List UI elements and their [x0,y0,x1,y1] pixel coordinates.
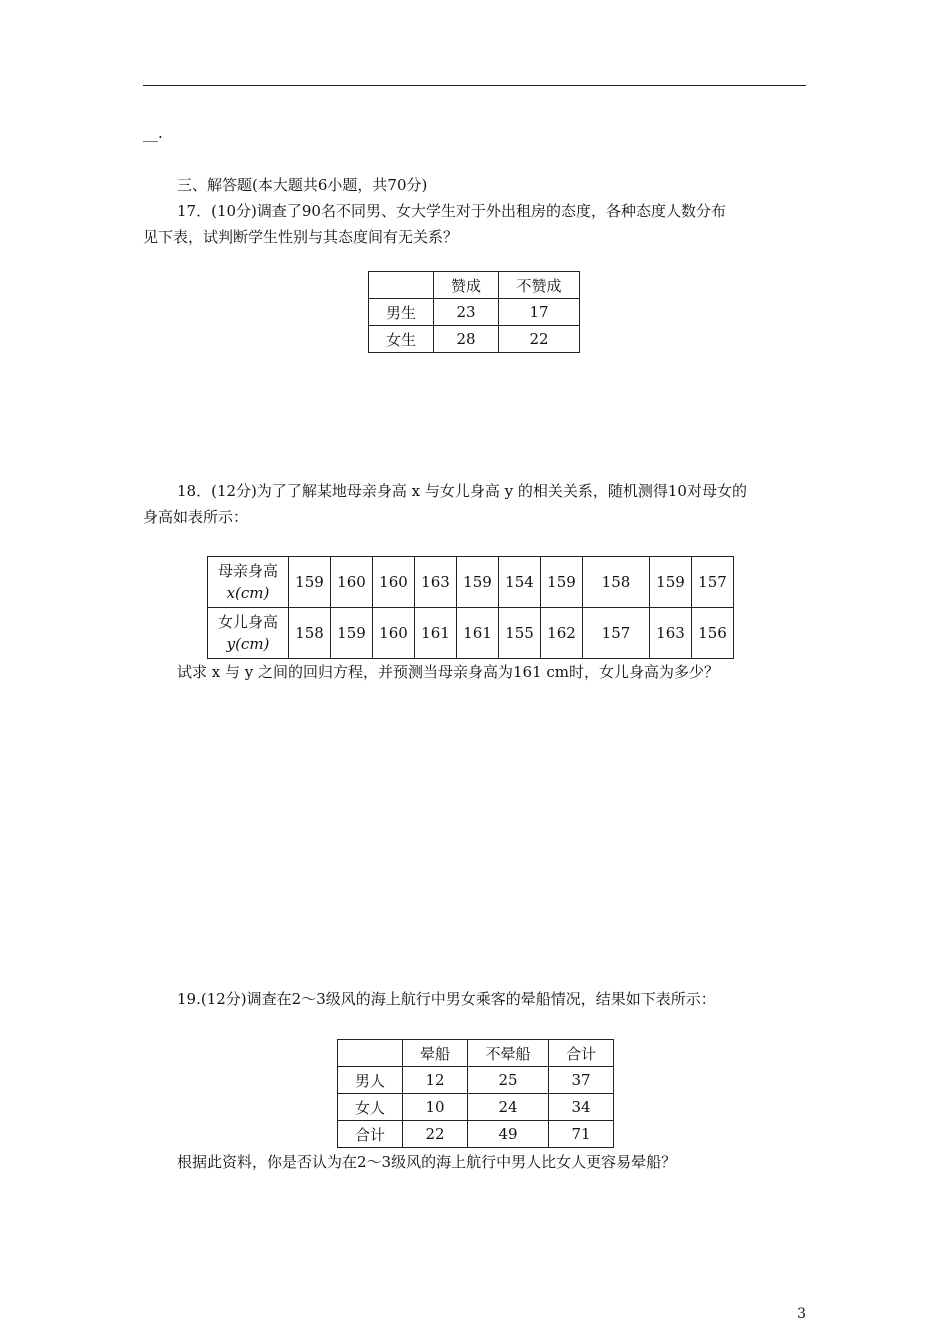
table-cell: 24 [468,1094,549,1121]
table-cell: 163 [415,557,457,608]
table-cell: 49 [468,1121,549,1148]
table-row [338,1067,614,1094]
table-cell: 28 [434,326,499,353]
table-cell: 156 [692,608,734,659]
table-cell: 22 [499,326,580,353]
table-cell: 10 [403,1094,468,1121]
q18-row2-label-top: 女儿身高 [217,613,278,631]
table-cell: 159 [541,557,583,608]
table-cell: 159 [457,557,499,608]
q18-row2-label-bottom: y(cm) [226,635,270,653]
table-row [208,557,734,608]
q18-row1-label-top: 母亲身高 [217,562,278,580]
table-row [369,299,580,326]
q19-question: 根据此资料，你是否认为在2～3级风的海上航行中男人比女人更容易晕船？ [177,1153,677,1171]
table-cell: 162 [541,608,583,659]
table-row [338,1094,614,1121]
table-cell: 161 [457,608,499,659]
q17-row-label: 男生 [369,299,434,326]
q17-header-disapprove: 不赞成 [499,272,580,299]
q19-row-label: 女人 [338,1094,403,1121]
q19-row-label: 合计 [338,1121,403,1148]
table-cell: 157 [583,608,650,659]
q17-row-label: 女生 [369,326,434,353]
q18-table [207,556,734,659]
table-cell: 161 [415,608,457,659]
q19-header-blank [338,1040,403,1067]
q19-row-label: 男人 [338,1067,403,1094]
table-cell: 17 [499,299,580,326]
q19-header-seasick: 晕船 [403,1040,468,1067]
q19-table [337,1039,614,1148]
table-cell: 159 [331,608,373,659]
table-cell: 163 [650,608,692,659]
q18-row2-label [208,608,289,659]
page-number: 3 [797,1306,806,1322]
table-cell: 160 [331,557,373,608]
table-cell: 37 [549,1067,614,1094]
q17-text-line2: 见下表，试判断学生性别与其态度间有无关系？ [143,228,459,246]
table-cell: 22 [403,1121,468,1148]
q18-question: 试求 x 与 y 之间的回归方程，并预测当母亲身高为161 cm时，女儿身高为多少？ [177,663,720,681]
q19-header-total: 合计 [549,1040,614,1067]
blank-answer: __. [143,124,163,142]
table-cell: 158 [289,608,331,659]
table-cell: 160 [373,557,415,608]
table-cell: 157 [692,557,734,608]
q17-table [368,271,580,353]
table-row [369,326,580,353]
table-cell: 23 [434,299,499,326]
section-title: 三、解答题(本大题共6小题，共70分) [177,176,428,194]
header-rule [143,85,806,86]
table-cell: 34 [549,1094,614,1121]
q18-text-line2: 身高如表所示： [143,508,249,526]
q18-text-line1: 18．(12分)为了了解某地母亲身高 x 与女儿身高 y 的相关关系，随机测得10对母女的 [177,482,747,500]
table-cell: 154 [499,557,541,608]
q18-row1-label [208,557,289,608]
table-cell: 155 [499,608,541,659]
q17-header-approve: 赞成 [434,272,499,299]
table-row [208,608,734,659]
table-row [338,1121,614,1148]
table-cell: 159 [289,557,331,608]
table-cell: 158 [583,557,650,608]
q19-text-line1: 19.(12分)调查在2～3级风的海上航行中男女乘客的晕船情况，结果如下表所示： [177,990,716,1008]
q19-header-not-seasick: 不晕船 [468,1040,549,1067]
table-cell: 71 [549,1121,614,1148]
table-cell: 160 [373,608,415,659]
q17-text-line1: 17．(10分)调查了90名不同男、女大学生对于外出租房的态度，各种态度人数分布 [177,202,726,220]
table-cell: 12 [403,1067,468,1094]
table-cell: 25 [468,1067,549,1094]
table-cell: 159 [650,557,692,608]
q18-row1-label-bottom: x(cm) [226,584,270,602]
q17-header-blank [369,272,434,299]
